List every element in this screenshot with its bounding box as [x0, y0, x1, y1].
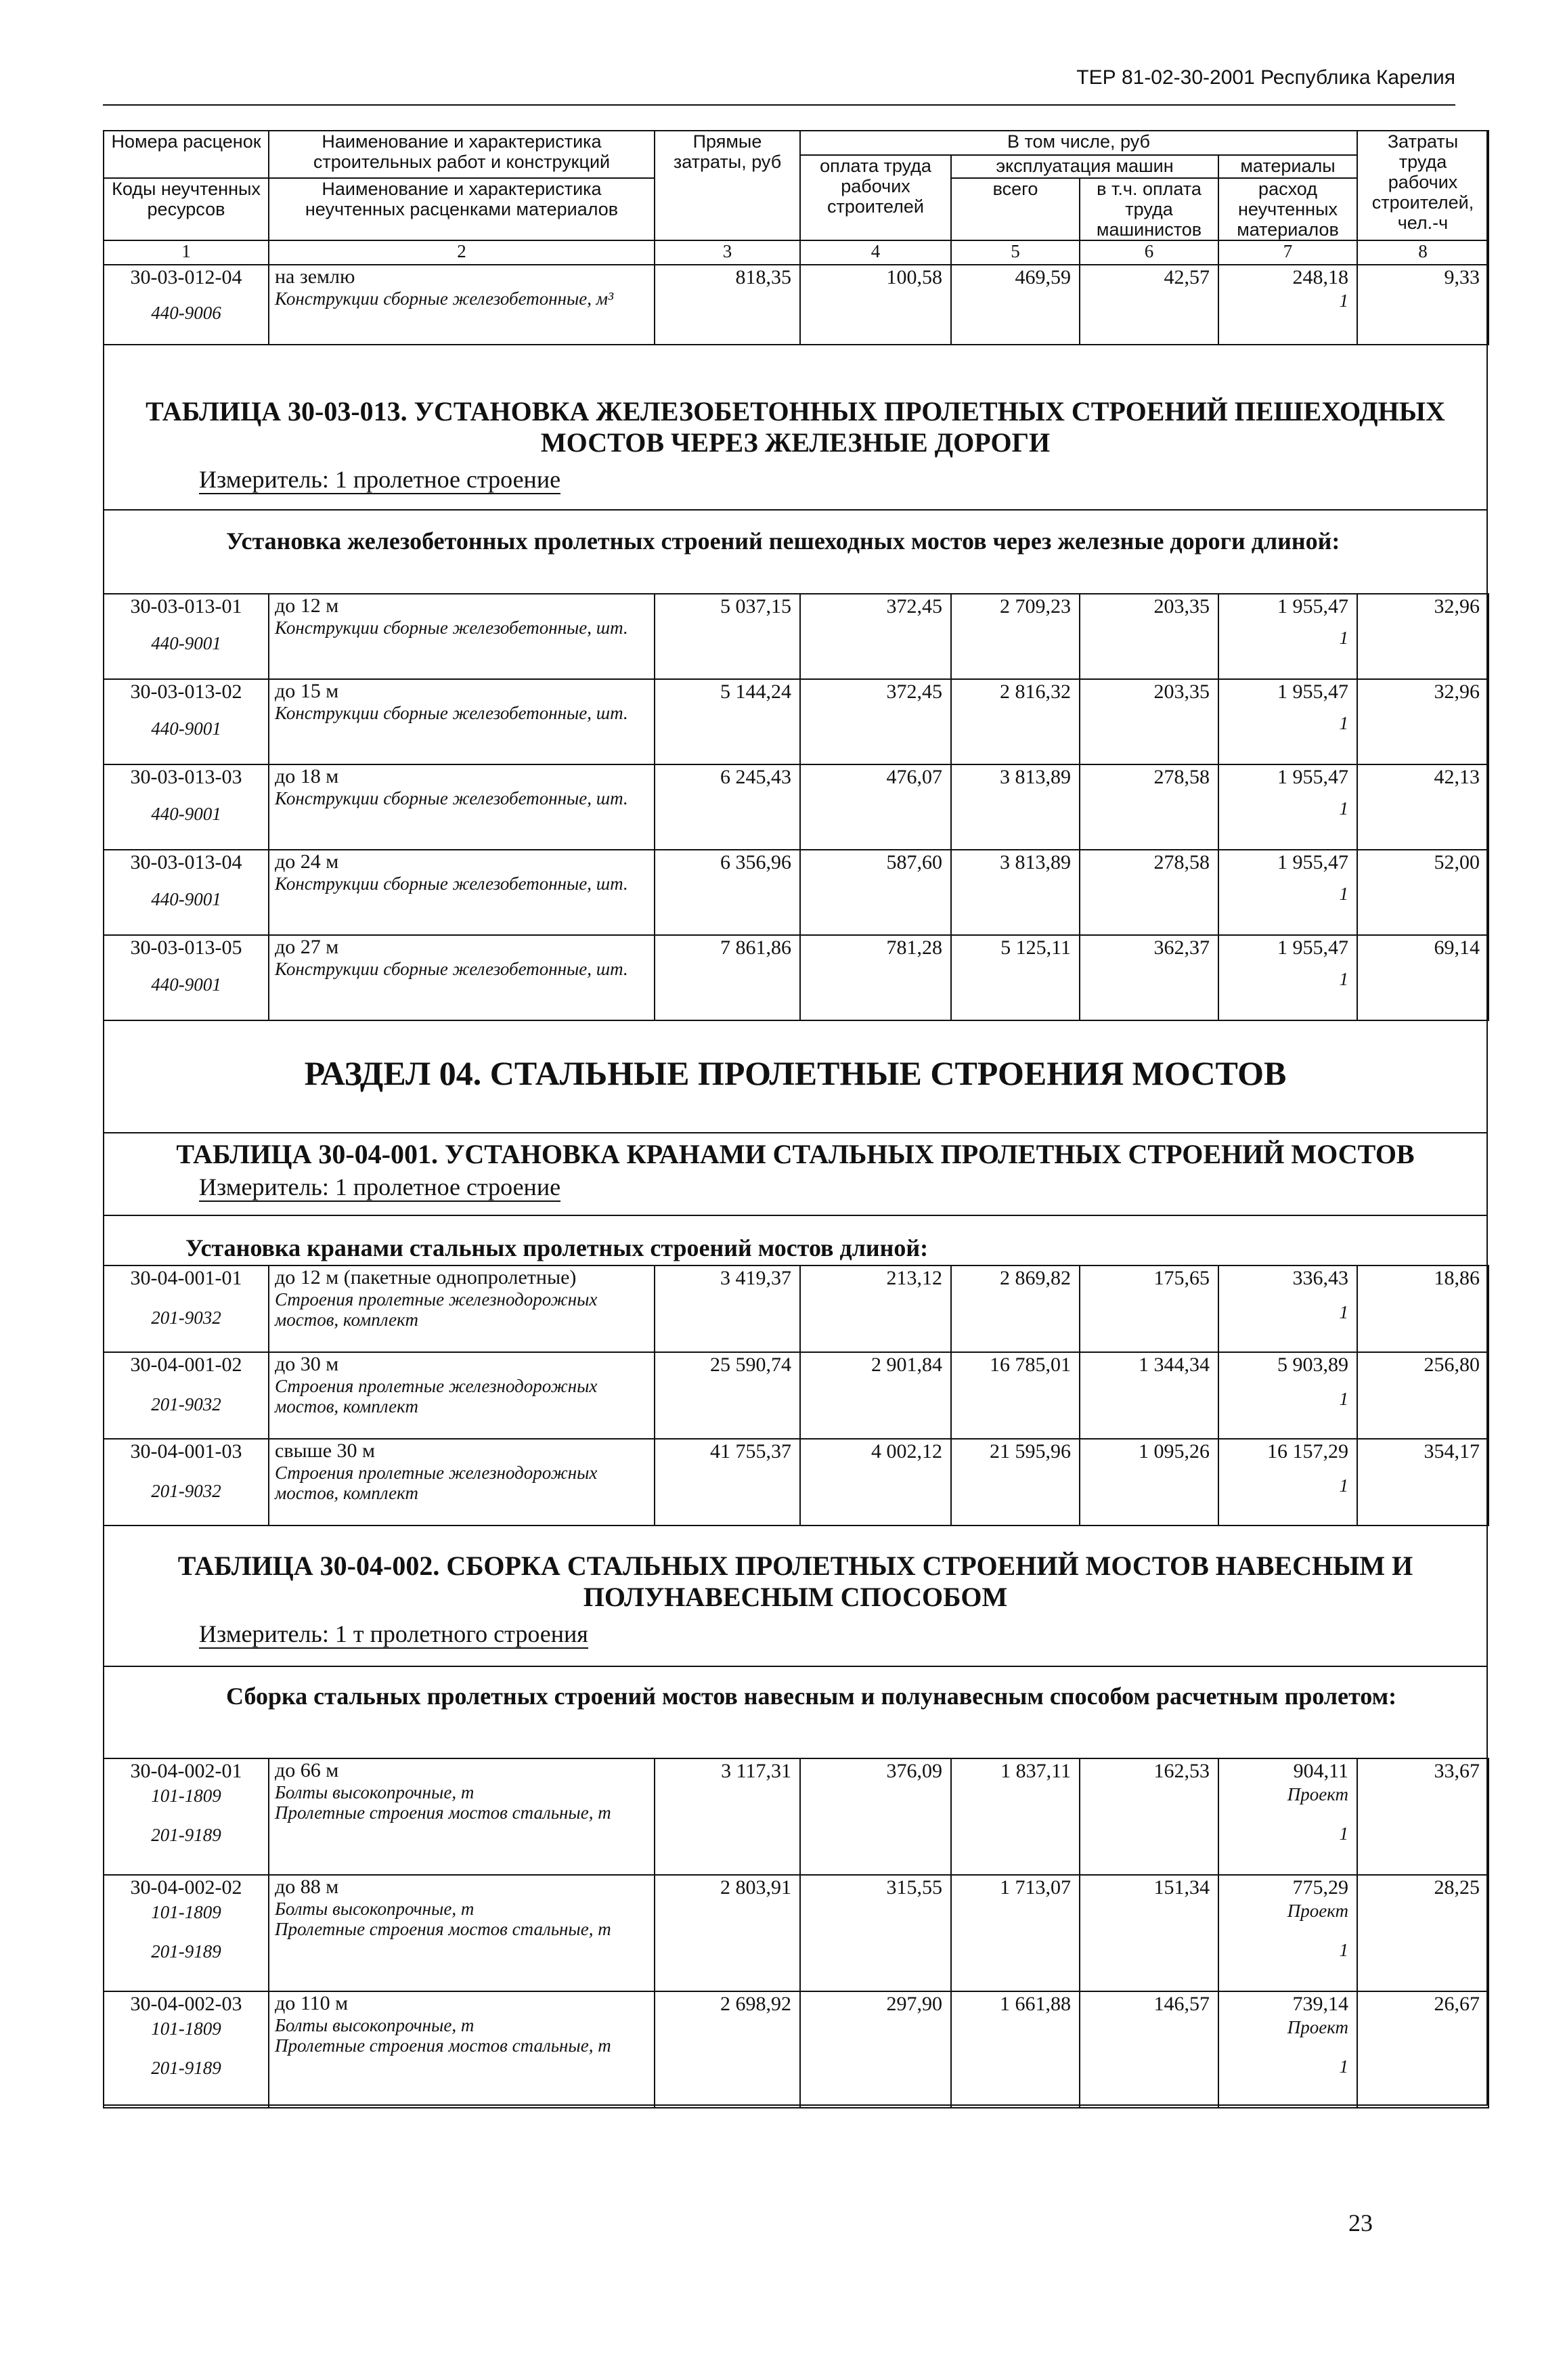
labor-hours: 9,33	[1357, 265, 1489, 345]
header-codes-bottom: Коды неучтенных ресурсов	[104, 178, 269, 240]
rate-code: 30-03-013-02	[130, 680, 242, 703]
machines-labor-pay: 42,57	[1080, 265, 1218, 345]
material-cost: 1 955,47	[1277, 936, 1348, 959]
table-title: ТАБЛИЦА 30-03-013. УСТАНОВКА ЖЕЛЕЗОБЕТОННЫХ ПРОЛЕТНЫХ СТРОЕНИЙ ПЕШЕХОДНЫХ МОСТОВ ЧЕРЕЗ ЖЕЛЕЗНЫЕ ДОРОГИ	[146, 396, 1445, 458]
material-name: Пролетные строения мостов стальные, т	[275, 2035, 611, 2056]
table-row	[104, 1758, 1489, 1875]
labor-pay: 315,55	[800, 1875, 951, 1991]
rate-code: 30-04-001-01	[130, 1267, 242, 1289]
labor-hours: 32,96	[1357, 594, 1489, 679]
machines-labor-pay: 151,34	[1080, 1875, 1218, 1991]
labor-pay: 297,90	[800, 1991, 951, 2108]
work-name: на землю	[275, 265, 355, 288]
work-name: до 15 м	[275, 680, 339, 702]
direct-cost: 7 861,86	[655, 935, 800, 1020]
column-header-table	[103, 130, 1489, 345]
machines-labor-pay: 1 095,26	[1080, 1439, 1218, 1526]
material-cost: 5 903,89	[1277, 1354, 1348, 1376]
material-qty: 1	[1339, 2056, 1348, 2077]
section-04-heading	[104, 1054, 1486, 1093]
machines-total: 3 813,89	[951, 764, 1080, 850]
col-number: 3	[655, 240, 800, 265]
measure-unit: Измеритель: 1 т пролетного строения	[199, 1620, 588, 1647]
material-qty: 1	[1339, 1302, 1348, 1322]
labor-hours: 26,67	[1357, 1991, 1489, 2108]
material-qty: 1	[1339, 1940, 1348, 1960]
machines-total: 5 125,11	[951, 935, 1080, 1020]
document-header: ТЕР 81-02-30-2001 Республика Карелия	[1076, 66, 1455, 89]
table-row	[104, 1991, 1489, 2108]
divider	[104, 509, 1486, 511]
machines-total: 1 661,88	[951, 1991, 1080, 2108]
labor-pay: 100,58	[800, 265, 951, 345]
table-row	[104, 850, 1489, 935]
rate-code: 30-04-001-03	[130, 1440, 242, 1463]
material-cost: 1 955,47	[1277, 851, 1348, 873]
header-machines: эксплуатация машин	[951, 155, 1218, 178]
resource-code: 101-1809	[151, 1786, 221, 1806]
rate-code: 30-04-001-02	[130, 1354, 242, 1376]
table-title: ТАБЛИЦА 30-04-002. СБОРКА СТАЛЬНЫХ ПРОЛЕТНЫХ СТРОЕНИЙ МОСТОВ НАВЕСНЫМ И ПОЛУНАВЕСНЫМ СПОСОБОМ	[177, 1551, 1413, 1612]
resource-code: 201-9189	[151, 1941, 221, 1962]
material-qty: 1	[1339, 628, 1348, 648]
header-machines-labor: в т.ч. оплата труда машинистов	[1080, 178, 1218, 240]
material-name: Строения пролетные железнодорожных мостов, комплект	[275, 1376, 598, 1416]
direct-cost: 3 419,37	[655, 1265, 800, 1352]
direct-cost: 2 803,91	[655, 1875, 800, 1991]
table-30-04-001-heading	[104, 1139, 1486, 1201]
direct-cost: 2 698,92	[655, 1991, 800, 2108]
divider	[104, 1132, 1486, 1133]
material-name: Пролетные строения мостов стальные, т	[275, 1802, 611, 1823]
direct-cost: 3 117,31	[655, 1758, 800, 1875]
col-number: 6	[1080, 240, 1218, 265]
table-30-04-001-lead	[104, 1234, 1486, 1262]
section-title: РАЗДЕЛ 04. СТАЛЬНЫЕ ПРОЛЕТНЫЕ СТРОЕНИЯ МОСТОВ	[304, 1054, 1287, 1092]
machines-labor-pay: 362,37	[1080, 935, 1218, 1020]
resource-code: 440-9006	[151, 303, 221, 323]
work-name: свыше 30 м	[275, 1440, 376, 1462]
resource-code: 440-9001	[151, 633, 221, 653]
labor-hours: 33,67	[1357, 1758, 1489, 1875]
material-qty: 1	[1339, 798, 1348, 819]
material-cost: 336,43	[1292, 1267, 1348, 1289]
machines-labor-pay: 175,65	[1080, 1265, 1218, 1352]
work-name: до 110 м	[275, 1992, 349, 2014]
labor-hours: 28,25	[1357, 1875, 1489, 1991]
labor-hours: 69,14	[1357, 935, 1489, 1020]
material-cost: 1 955,47	[1277, 680, 1348, 703]
material-qty: 1	[1339, 1823, 1348, 1844]
table-30-04-002-heading	[104, 1551, 1486, 1648]
table-row	[104, 764, 1489, 850]
table-row	[104, 1352, 1489, 1439]
material-name: Болты высокопрочные, т	[275, 2015, 475, 2035]
table-row	[104, 1439, 1489, 1526]
material-name: Конструкции сборные железобетонные, шт.	[275, 703, 628, 723]
direct-cost: 818,35	[655, 265, 800, 345]
resource-code: 440-9001	[151, 718, 221, 739]
material-name: Конструкции сборные железобетонные, м³	[275, 288, 614, 309]
table-lead: Установка кранами стальных пролетных строений мостов длиной:	[185, 1234, 929, 1261]
resource-code: 201-9189	[151, 2058, 221, 2078]
table-row	[104, 594, 1489, 679]
table-lead: Установка железобетонных пролетных строений пешеходных мостов через железные дороги длиной:	[226, 527, 1340, 555]
labor-pay: 213,12	[800, 1265, 951, 1352]
table-lead: Сборка стальных пролетных строений мостов навесным и полунавесным способом расчетным пролетом:	[226, 1683, 1397, 1710]
machines-labor-pay: 146,57	[1080, 1991, 1218, 2108]
machines-total: 469,59	[951, 265, 1080, 345]
resource-code: 440-9001	[151, 804, 221, 824]
material-cost: 16 157,29	[1267, 1440, 1348, 1463]
direct-cost: 41 755,37	[655, 1439, 800, 1526]
machines-labor-pay: 278,58	[1080, 764, 1218, 850]
labor-hours: 256,80	[1357, 1352, 1489, 1439]
labor-hours: 32,96	[1357, 679, 1489, 764]
resource-code: 201-9032	[151, 1307, 221, 1328]
work-name: до 24 м	[275, 850, 339, 873]
col-number: 5	[951, 240, 1080, 265]
material-name: Болты высокопрочные, т	[275, 1899, 475, 1919]
table-30-03-013-rows	[103, 593, 1489, 1021]
table-row	[104, 679, 1489, 764]
machines-total: 3 813,89	[951, 850, 1080, 935]
divider	[104, 1666, 1486, 1667]
header-rule	[103, 104, 1455, 106]
material-name: Болты высокопрочные, т	[275, 1782, 475, 1802]
rate-code: 30-03-013-04	[130, 851, 242, 873]
machines-total: 1 713,07	[951, 1875, 1080, 1991]
divider	[104, 1215, 1486, 1216]
material-name: Конструкции сборные железобетонные, шт.	[275, 959, 628, 979]
labor-hours: 52,00	[1357, 850, 1489, 935]
machines-total: 2 869,82	[951, 1265, 1080, 1352]
labor-pay: 4 002,12	[800, 1439, 951, 1526]
table-30-04-001-rows	[103, 1265, 1489, 1526]
work-name: до 30 м	[275, 1353, 339, 1375]
direct-cost: 6 245,43	[655, 764, 800, 850]
material-name: Конструкции сборные железобетонные, шт.	[275, 788, 628, 808]
rate-code: 30-03-013-05	[130, 936, 242, 959]
resource-code: 440-9001	[151, 974, 221, 995]
table-title: ТАБЛИЦА 30-04-001. УСТАНОВКА КРАНАМИ СТАЛЬНЫХ ПРОЛЕТНЫХ СТРОЕНИЙ МОСТОВ	[176, 1139, 1415, 1169]
material-cost: 904,11	[1293, 1760, 1348, 1782]
header-direct: Прямые затраты, руб	[655, 131, 800, 240]
machines-total: 2 816,32	[951, 679, 1080, 764]
header-name-bottom: Наименование и характеристика неучтенных расценками материалов	[269, 178, 655, 240]
labor-hours: 42,13	[1357, 764, 1489, 850]
direct-cost: 6 356,96	[655, 850, 800, 935]
measure-unit: Измеритель: 1 пролетное строение	[199, 466, 561, 493]
material-qty: 1	[1339, 290, 1348, 311]
material-cost: 739,14	[1292, 1993, 1348, 2015]
col-number: 8	[1357, 240, 1489, 265]
table-30-03-013-heading	[104, 396, 1486, 494]
table-row	[104, 1265, 1489, 1352]
measure-unit: Измеритель: 1 пролетное строение	[199, 1173, 561, 1200]
resource-code: 201-9032	[151, 1394, 221, 1414]
material-name: Конструкции сборные железобетонные, шт.	[275, 873, 628, 894]
labor-pay: 372,45	[800, 594, 951, 679]
labor-pay: 2 901,84	[800, 1352, 951, 1439]
labor-pay: 781,28	[800, 935, 951, 1020]
material-qty: 1	[1339, 1475, 1348, 1496]
machines-total: 1 837,11	[951, 1758, 1080, 1875]
col-number: 4	[800, 240, 951, 265]
labor-pay: 376,09	[800, 1758, 951, 1875]
material-name: Пролетные строения мостов стальные, т	[275, 1919, 611, 1939]
machines-labor-pay: 1 344,34	[1080, 1352, 1218, 1439]
resource-code: 101-1809	[151, 1902, 221, 1922]
material-name: Строения пролетные железнодорожных мостов, комплект	[275, 1463, 598, 1503]
col-number: 2	[269, 240, 655, 265]
labor-pay: 476,07	[800, 764, 951, 850]
rate-code: 30-03-013-03	[130, 766, 242, 788]
direct-cost: 5 144,24	[655, 679, 800, 764]
table-30-04-002-lead	[104, 1682, 1486, 1710]
direct-cost: 25 590,74	[655, 1352, 800, 1439]
work-name: до 27 м	[275, 936, 339, 958]
table-30-04-002-rows	[103, 1758, 1489, 2108]
machines-labor-pay: 278,58	[1080, 850, 1218, 935]
material-name: Конструкции сборные железобетонные, шт.	[275, 618, 628, 638]
labor-hours: 18,86	[1357, 1265, 1489, 1352]
work-name: до 88 м	[275, 1876, 339, 1898]
material-qty: 1	[1339, 969, 1348, 989]
col-number: 7	[1218, 240, 1357, 265]
work-name: до 12 м	[275, 594, 339, 617]
table-row	[104, 1875, 1489, 1991]
material-name: Строения пролетные железнодорожных мостов, комплект	[275, 1289, 598, 1330]
col-number: 1	[104, 240, 269, 265]
rate-code: 30-03-012-04	[130, 266, 242, 288]
rate-code: 30-04-002-01	[130, 1760, 242, 1782]
rate-code: 30-04-002-03	[130, 1993, 242, 2015]
work-name: до 66 м	[275, 1759, 339, 1781]
table-row	[104, 265, 1489, 345]
material-qty: Проект	[1287, 2017, 1348, 2037]
material-cost: 1 955,47	[1277, 595, 1348, 618]
direct-cost: 5 037,15	[655, 594, 800, 679]
labor-hours: 354,17	[1357, 1439, 1489, 1526]
header-materials: материалы	[1218, 155, 1357, 178]
rate-code: 30-03-013-01	[130, 595, 242, 618]
material-cost: 775,29	[1292, 1876, 1348, 1899]
work-name: до 18 м	[275, 765, 339, 787]
labor-pay: 372,45	[800, 679, 951, 764]
resource-code: 101-1809	[151, 2018, 221, 2039]
rate-code: 30-04-002-02	[130, 1876, 242, 1899]
resource-code: 440-9001	[151, 889, 221, 909]
material-qty: 1	[1339, 713, 1348, 733]
header-labor: Затраты труда рабочих строителей, чел.-ч	[1357, 131, 1489, 240]
machines-labor-pay: 162,53	[1080, 1758, 1218, 1875]
header-name-top: Наименование и характеристика строительных работ и конструкций	[269, 131, 655, 178]
machines-total: 16 785,01	[951, 1352, 1080, 1439]
material-cost: 248,18	[1292, 266, 1348, 288]
labor-pay: 587,60	[800, 850, 951, 935]
header-codes-top: Номера расценок	[104, 131, 269, 178]
material-qty: Проект	[1287, 1901, 1348, 1921]
header-materials-use: расход неучтенных материалов	[1218, 178, 1357, 240]
machines-total: 2 709,23	[951, 594, 1080, 679]
table-row	[104, 935, 1489, 1020]
work-name: до 12 м (пакетные однопролетные)	[275, 1266, 577, 1289]
material-qty: 1	[1339, 1389, 1348, 1409]
header-incl: В том числе, руб	[800, 131, 1357, 155]
material-qty: Проект	[1287, 1784, 1348, 1804]
material-cost: 1 955,47	[1277, 766, 1348, 788]
resource-code: 201-9032	[151, 1481, 221, 1501]
machines-labor-pay: 203,35	[1080, 594, 1218, 679]
header-machines-total: всего	[951, 178, 1080, 240]
machines-labor-pay: 203,35	[1080, 679, 1218, 764]
page-number: 23	[1348, 2209, 1373, 2236]
table-30-03-013-lead	[104, 527, 1486, 555]
header-labor-pay: оплата труда рабочих строителей	[800, 155, 951, 240]
machines-total: 21 595,96	[951, 1439, 1080, 1526]
material-qty: 1	[1339, 884, 1348, 904]
resource-code: 201-9189	[151, 1825, 221, 1845]
